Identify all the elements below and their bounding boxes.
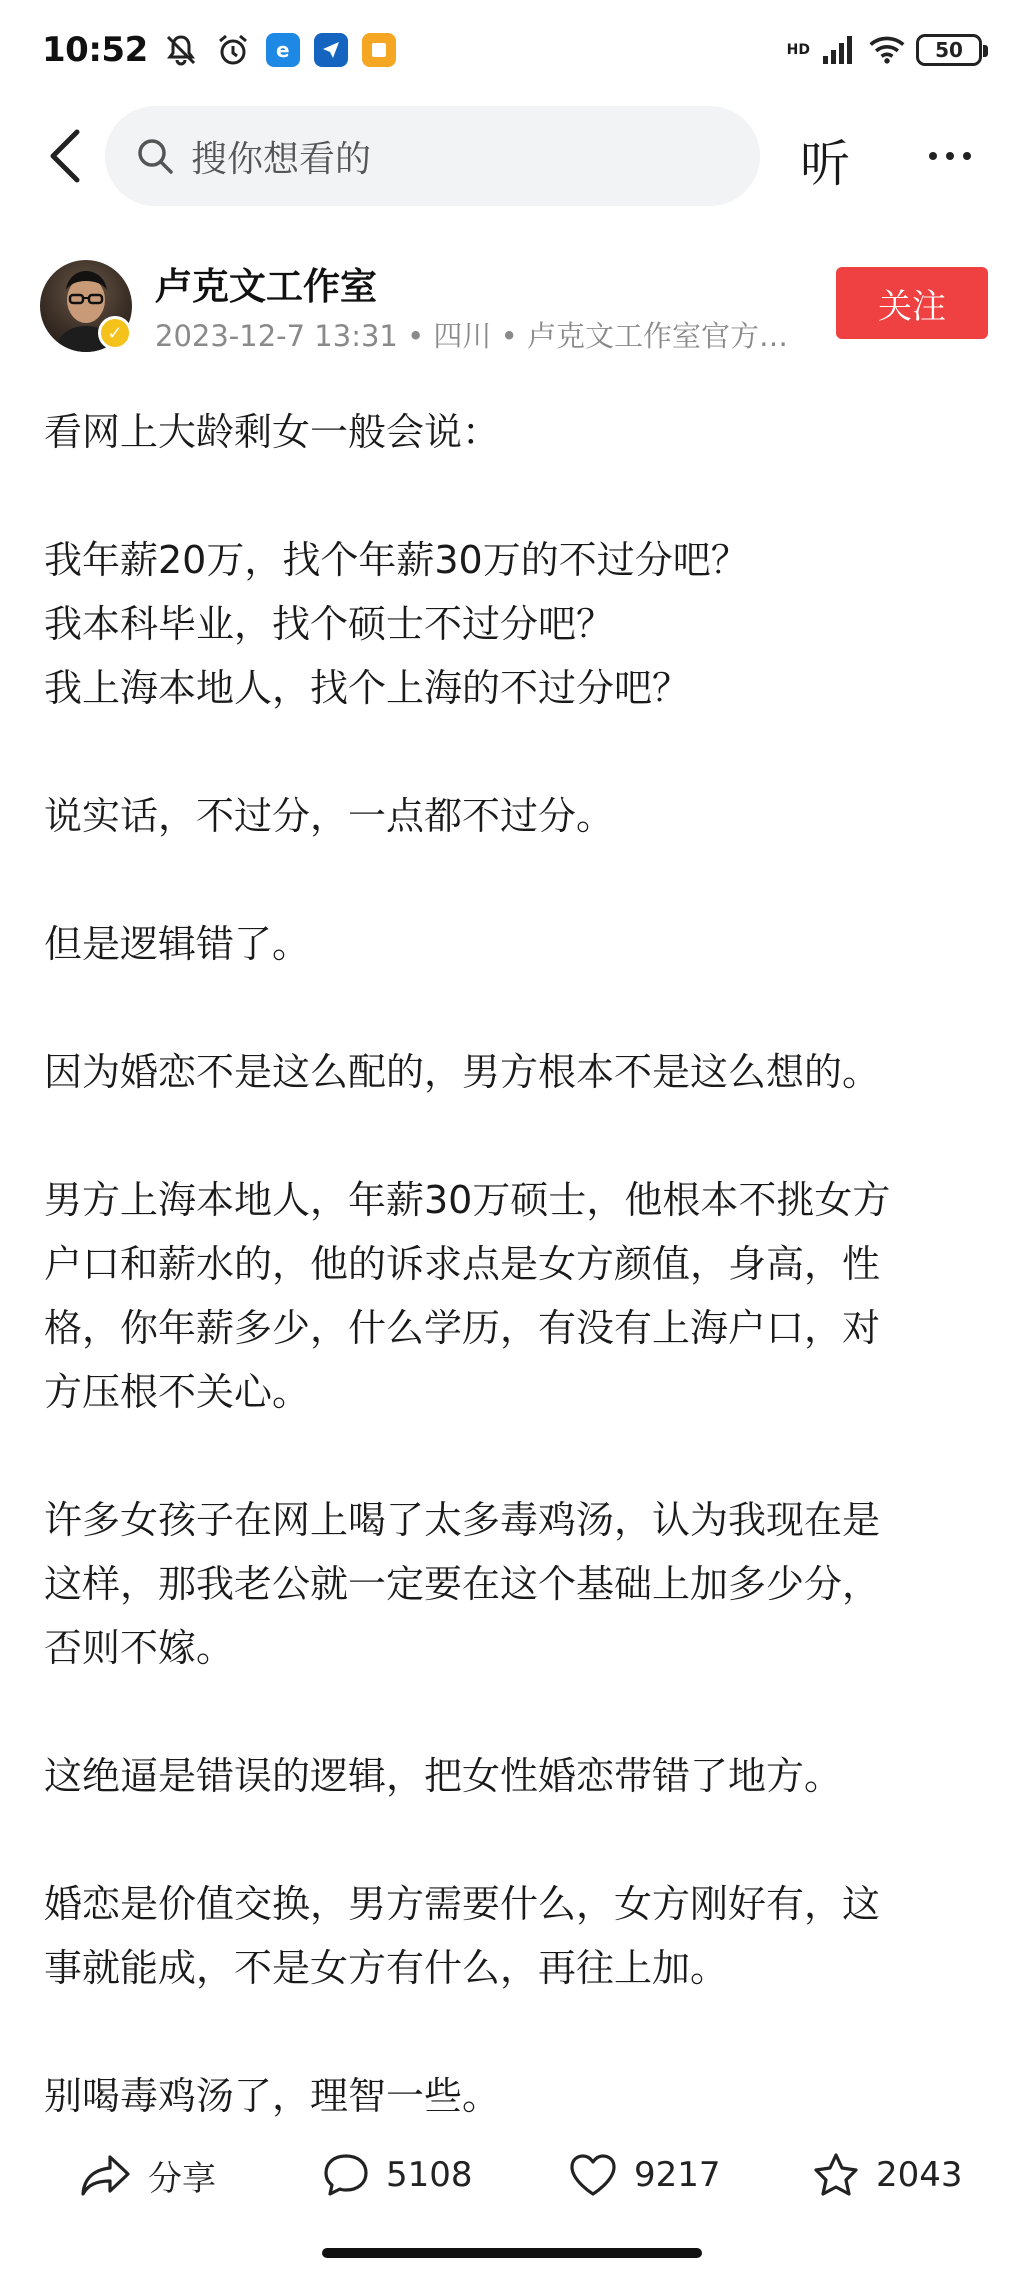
signal-icon: [820, 31, 858, 69]
notes-app-icon: [362, 33, 396, 67]
like-count: 9217: [634, 2155, 721, 2195]
article-text-line: 许多女孩子在网上喝了太多毒鸡汤，认为我现在是: [44, 1498, 881, 1542]
browser-app-icon: e: [266, 33, 300, 67]
article-text-line: 别喝毒鸡汤了，理智一些。: [44, 2074, 501, 2118]
article-text-line: 户口和薪水的，他的诉求点是女方颜值，身高，性: [44, 1242, 881, 1286]
favorite-button[interactable]: [812, 2130, 963, 2220]
chevron-left-icon: [47, 128, 81, 184]
share-icon: [80, 2153, 132, 2197]
like-button[interactable]: [568, 2130, 721, 2220]
article-paragraph: [44, 528, 994, 720]
comment-count: 5108: [386, 2155, 473, 2195]
top-navigation: [0, 102, 1024, 210]
article-text-line: 事就能成，不是女方有什么，再往上加。: [44, 1946, 729, 1990]
heart-icon: [568, 2152, 618, 2198]
article-paragraph: [44, 400, 994, 464]
article-text-line: 我年薪20万，找个年薪30万的不过分吧？: [44, 538, 749, 582]
article-paragraph: [44, 912, 994, 976]
comment-icon: [322, 2152, 370, 2198]
author-name[interactable]: 卢克文工作室: [155, 265, 377, 308]
article-text-line: 说实话，不过分，一点都不过分。: [44, 794, 615, 838]
more-dot-icon: [963, 152, 971, 160]
status-notification-icons: [162, 31, 396, 69]
network-hd-label: HD: [786, 42, 810, 58]
status-time: 10:52: [42, 30, 148, 70]
more-button[interactable]: [920, 126, 980, 186]
article-text-line: 格，你年薪多少，什么学历，有没有上海户口，对: [44, 1306, 881, 1350]
article-text-line: 我上海本地人，找个上海的不过分吧？: [44, 666, 691, 710]
article-text-line: 否则不嫁。: [44, 1626, 235, 1670]
article-text-line: 婚恋是价值交换，男方需要什么，女方刚好有，这: [44, 1882, 881, 1926]
wifi-icon: [868, 31, 906, 69]
article-text-line: 看网上大龄剩女一般会说：: [44, 410, 501, 454]
article-paragraph: [44, 1872, 994, 2000]
author-info: [0, 250, 1024, 360]
article-text-line: 但是逻辑错了。: [44, 922, 311, 966]
article-text-line: 男方上海本地人，年薪30万硕士，他根本不挑女方: [44, 1178, 891, 1222]
article-text-line: 这样，那我老公就一定要在这个基础上加多少分，: [44, 1562, 881, 1606]
article-paragraph: [44, 1040, 994, 1104]
article-paragraph: [44, 1488, 994, 1680]
status-bar: [0, 0, 1024, 100]
home-indicator[interactable]: [322, 2248, 702, 2258]
follow-button[interactable]: 关注: [836, 267, 988, 339]
verified-badge-icon: ✓: [98, 316, 132, 350]
alarm-clock-icon: [214, 31, 252, 69]
article-body: [44, 400, 994, 2192]
mute-bell-icon: [162, 31, 200, 69]
favorite-count: 2043: [876, 2155, 963, 2195]
share-button[interactable]: [80, 2130, 216, 2220]
feishu-app-icon: [314, 33, 348, 67]
comment-button[interactable]: [322, 2130, 473, 2220]
article-paragraph: [44, 1744, 994, 1808]
status-system-icons: [787, 31, 982, 69]
star-icon: [812, 2152, 860, 2198]
search-input[interactable]: [105, 106, 760, 206]
article-text-line: 这绝逼是错误的逻辑，把女性婚恋带错了地方。: [44, 1754, 843, 1798]
share-label: 分享: [148, 2158, 216, 2199]
more-dot-icon: [929, 152, 937, 160]
article-paragraph: [44, 1168, 994, 1424]
listen-button[interactable]: 听: [800, 135, 850, 193]
battery-indicator: 50: [916, 34, 982, 66]
back-button[interactable]: [36, 124, 92, 188]
article-text-line: 方压根不关心。: [44, 1370, 311, 1414]
search-placeholder: 搜你想看的: [191, 138, 372, 180]
article-text-line: 因为婚恋不是这么配的，男方根本不是这么想的。: [44, 1050, 881, 1094]
action-bar: [0, 2130, 1024, 2220]
search-icon: [135, 136, 175, 176]
post-meta: 2023-12-7 13:31 • 四川 • 卢克文工作室官方…: [155, 319, 788, 353]
article-text-line: 我本科毕业，找个硕士不过分吧？: [44, 602, 615, 646]
article-paragraph: [44, 784, 994, 848]
more-dot-icon: [946, 152, 954, 160]
article-paragraph: [44, 2064, 994, 2128]
